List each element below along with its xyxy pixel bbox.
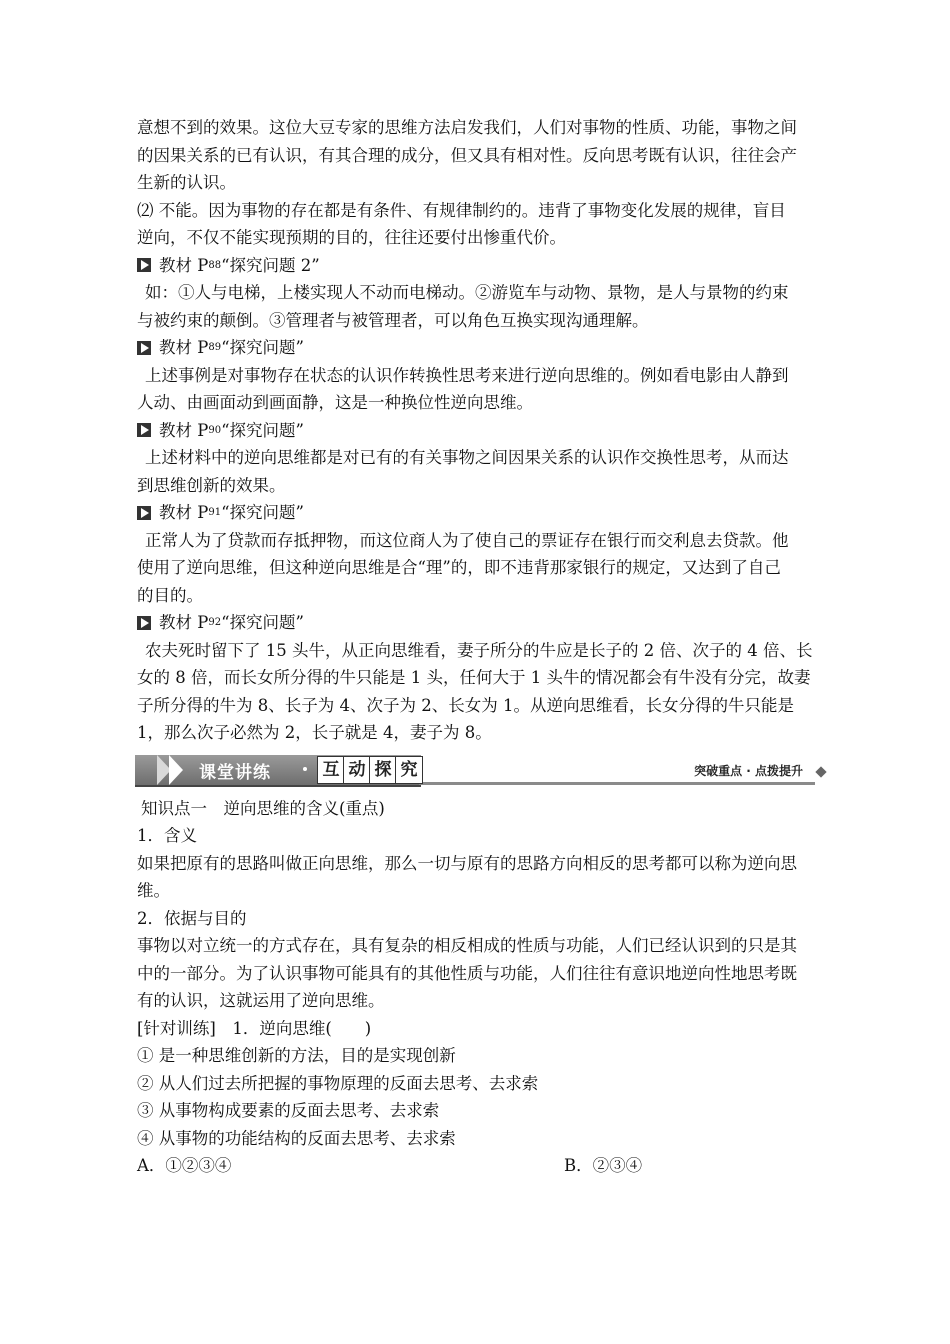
ref-prefix: 教材 P (159, 338, 209, 357)
banner-rule (419, 782, 815, 785)
banner-char-box: 探 (369, 756, 397, 784)
knowledge-title: 知识点一 逆向思维的含义(重点) (141, 798, 385, 818)
textbook-ref-92 (137, 609, 827, 637)
chevron-right-icon (169, 755, 183, 785)
textbook-ref-90 (137, 417, 827, 445)
banner-char-box: 动 (343, 756, 371, 784)
ref-prefix: 教材 P (159, 613, 209, 632)
para1-line-1: 意想不到的效果。这位大豆专家的思维方法启发我们，人们对事物的性质、功能，事物之间 (137, 118, 797, 137)
ref-prefix: 教材 P (159, 503, 209, 522)
banner-char-box: 互 (317, 756, 345, 784)
option-b[interactable]: B．②③④ (564, 1156, 643, 1175)
ref3-line-2: 到思维创新的效果。 (137, 475, 286, 495)
item2-line-1: 事物以对立统一的方式存在，具有复杂的相反相成的性质与功能，人们已经认识到的只是其 (137, 936, 797, 955)
textbook-ref-89 (137, 334, 827, 362)
ref-title: “探究问题” (221, 420, 304, 440)
ref-title: “探究问题” (221, 338, 304, 357)
play-marker-icon (137, 423, 151, 437)
banner-title: 课堂讲练 (199, 762, 271, 783)
exercise-stem: [针对训练] 1．逆向思维( ) (137, 1018, 372, 1038)
ref2-line-2: 人动、由画面动到画面静，这是一种换位性逆向思维。 (137, 393, 533, 412)
exercise-item-4: ④ 从事物的功能结构的反面去思考、去求索 (137, 1128, 456, 1148)
ref5-line-2: 女的 8 倍，而长女所分得的牛只能是 1 头，任何大于 1 头牛的情况都会有牛没有分完，故妻 (137, 668, 811, 687)
document-page (137, 114, 827, 1180)
exercise-options (137, 1152, 827, 1180)
item2-title: 2．依据与目的 (137, 908, 247, 928)
ref-prefix: 教材 P (159, 255, 209, 275)
para2-line-1: ⑵ 不能。因为事物的存在都是有条件、有规律制约的。违背了事物变化发展的规律，盲目 (137, 200, 786, 220)
ref-page-number: 88 (208, 259, 222, 271)
ref4-line-2: 使用了逆向思维，但这种逆向思维是合“理”的，即不违背那家银行的规定，又达到了自己 (137, 558, 781, 577)
para1-line-2: 的因果关系的已有认识，有其合理的成分，但又具有相对性。反向思考既有认识，往往会产 (137, 145, 797, 165)
item1-title: 1．含义 (137, 826, 197, 845)
textbook-ref-88 (137, 252, 827, 280)
ref-page-number: 92 (208, 617, 222, 628)
play-marker-icon (137, 506, 151, 520)
para1-line-3: 生新的认识。 (137, 173, 236, 192)
exercise-item-3: ③ 从事物构成要素的反面去思考、去求索 (137, 1101, 440, 1120)
textbook-ref-91 (137, 499, 827, 527)
play-marker-icon (137, 616, 151, 630)
section-banner (135, 753, 827, 789)
ref4-line-3: 的目的。 (137, 585, 203, 605)
ref5-line-4: 1，那么次子必然为 2，长子就是 4，妻子为 8。 (137, 723, 492, 742)
play-marker-icon (137, 258, 151, 272)
item1-line-1: 如果把原有的思路叫做正向思维，那么一切与原有的思路方向相反的思考都可以称为逆向思 (137, 853, 797, 873)
ref3-line-1: 上述材料中的逆向思维都是对已有的有关事物之间因果关系的认识作交换性思考，从而达 (145, 448, 789, 467)
ref-page-number: 90 (208, 424, 222, 436)
banner-subtitle: 突破重点 · 点拨提升 (694, 763, 803, 778)
banner-char-box: 究 (395, 756, 423, 784)
ref2-line-1: 上述事例是对事物存在状态的认识作转换性思考来进行逆向思维的。例如看电影由人静到 (145, 365, 789, 385)
banner-dot-icon (303, 767, 307, 771)
para2-line-2: 逆向，不仅不能实现预期的目的，往往还要付出惨重代价。 (137, 228, 566, 247)
item2-line-3: 有的认识，这就运用了逆向思维。 (137, 991, 385, 1010)
exercise-item-1: ① 是一种思维创新的方法，目的是实现创新 (137, 1046, 456, 1065)
exercise-item-2: ② 从人们过去所把握的事物原理的反面去思考、去求索 (137, 1073, 539, 1093)
ref5-line-1: 农夫死时留下了 15 头牛，从正向思维看，妻子所分的牛应是长子的 2 倍、次子的 4 倍、长 (145, 640, 813, 660)
play-marker-icon (137, 341, 151, 355)
ref4-line-1: 正常人为了贷款而存抵押物，而这位商人为了使自己的票证存在银行而交利息去贷款。他 (145, 530, 789, 550)
ref1-line-2: 与被约束的颠倒。③管理者与被管理者，可以角色互换实现沟通理解。 (137, 310, 649, 330)
item2-line-2: 中的一部分。为了认识事物可能具有的其他性质与功能，人们往往有意识地逆向性地思考既 (137, 963, 797, 983)
item1-line-2: 维。 (137, 881, 170, 900)
ref-prefix: 教材 P (159, 420, 209, 440)
diamond-icon (815, 766, 826, 777)
ref1-line-1: 如：①人与电梯，上楼实现人不动而电梯动。②游览车与动物、景物，是人与景物的约束 (145, 283, 789, 302)
ref-title: “探究问题” (221, 503, 304, 522)
ref-title: “探究问题” (221, 613, 304, 632)
ref-page-number: 89 (208, 342, 222, 353)
ref-title: “探究问题 2” (221, 255, 320, 275)
ref5-line-3: 子所分得的牛为 8、长子为 4、次子为 2、长女为 1。从逆向思维看，长女分得的牛只能是 (137, 695, 794, 715)
ref-page-number: 91 (208, 507, 222, 518)
option-a[interactable]: A．①②③④ (137, 1156, 232, 1175)
